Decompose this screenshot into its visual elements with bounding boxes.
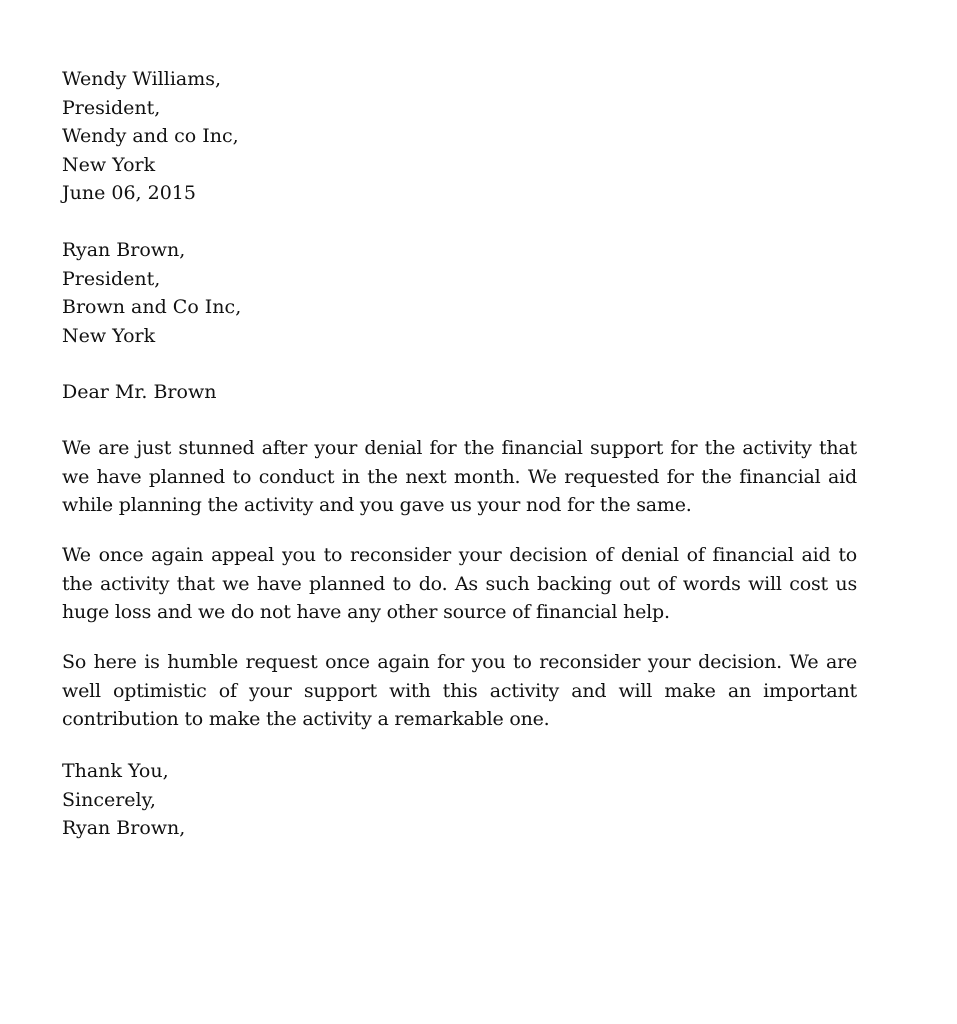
closing-signoff: Sincerely,: [62, 788, 156, 811]
recipient-address-block: [62, 236, 857, 350]
letter-date: June 06, 2015: [62, 182, 196, 204]
body-paragraph-1: We are just stunned after your denial for the financial support for the activity that we have planned to conduct in the next month. We requested for the financial aid while planning the activity and you gave us your nod for the same.: [62, 437, 857, 516]
sender-title: President,: [62, 96, 161, 119]
closing-block: [62, 757, 857, 843]
recipient-company: Brown and Co Inc,: [62, 296, 242, 318]
body-paragraph-2: We once again appeal you to reconsider your decision of denial of financial aid to the activity that we have planned to do. As such backing out of words will cost us huge loss and we do not have any other source of financial help.: [62, 544, 857, 623]
sender-company: Wendy and co Inc,: [62, 125, 239, 147]
signature-name: Ryan Brown,: [62, 817, 186, 839]
body-paragraph-3: So here is humble request once again for you to reconsider your decision. We are well optimistic of your support with this activity and will make an important contribution to make the activity a remarkable one.: [62, 651, 857, 730]
salutation: Dear Mr. Brown: [62, 381, 217, 403]
sender-address-block: [62, 65, 857, 208]
recipient-title: President,: [62, 267, 161, 290]
sender-city: New York: [62, 153, 156, 176]
recipient-city: New York: [62, 324, 156, 347]
closing-thanks: Thank You,: [62, 760, 169, 782]
sender-name: Wendy Williams,: [62, 68, 222, 90]
recipient-name: Ryan Brown,: [62, 239, 186, 261]
